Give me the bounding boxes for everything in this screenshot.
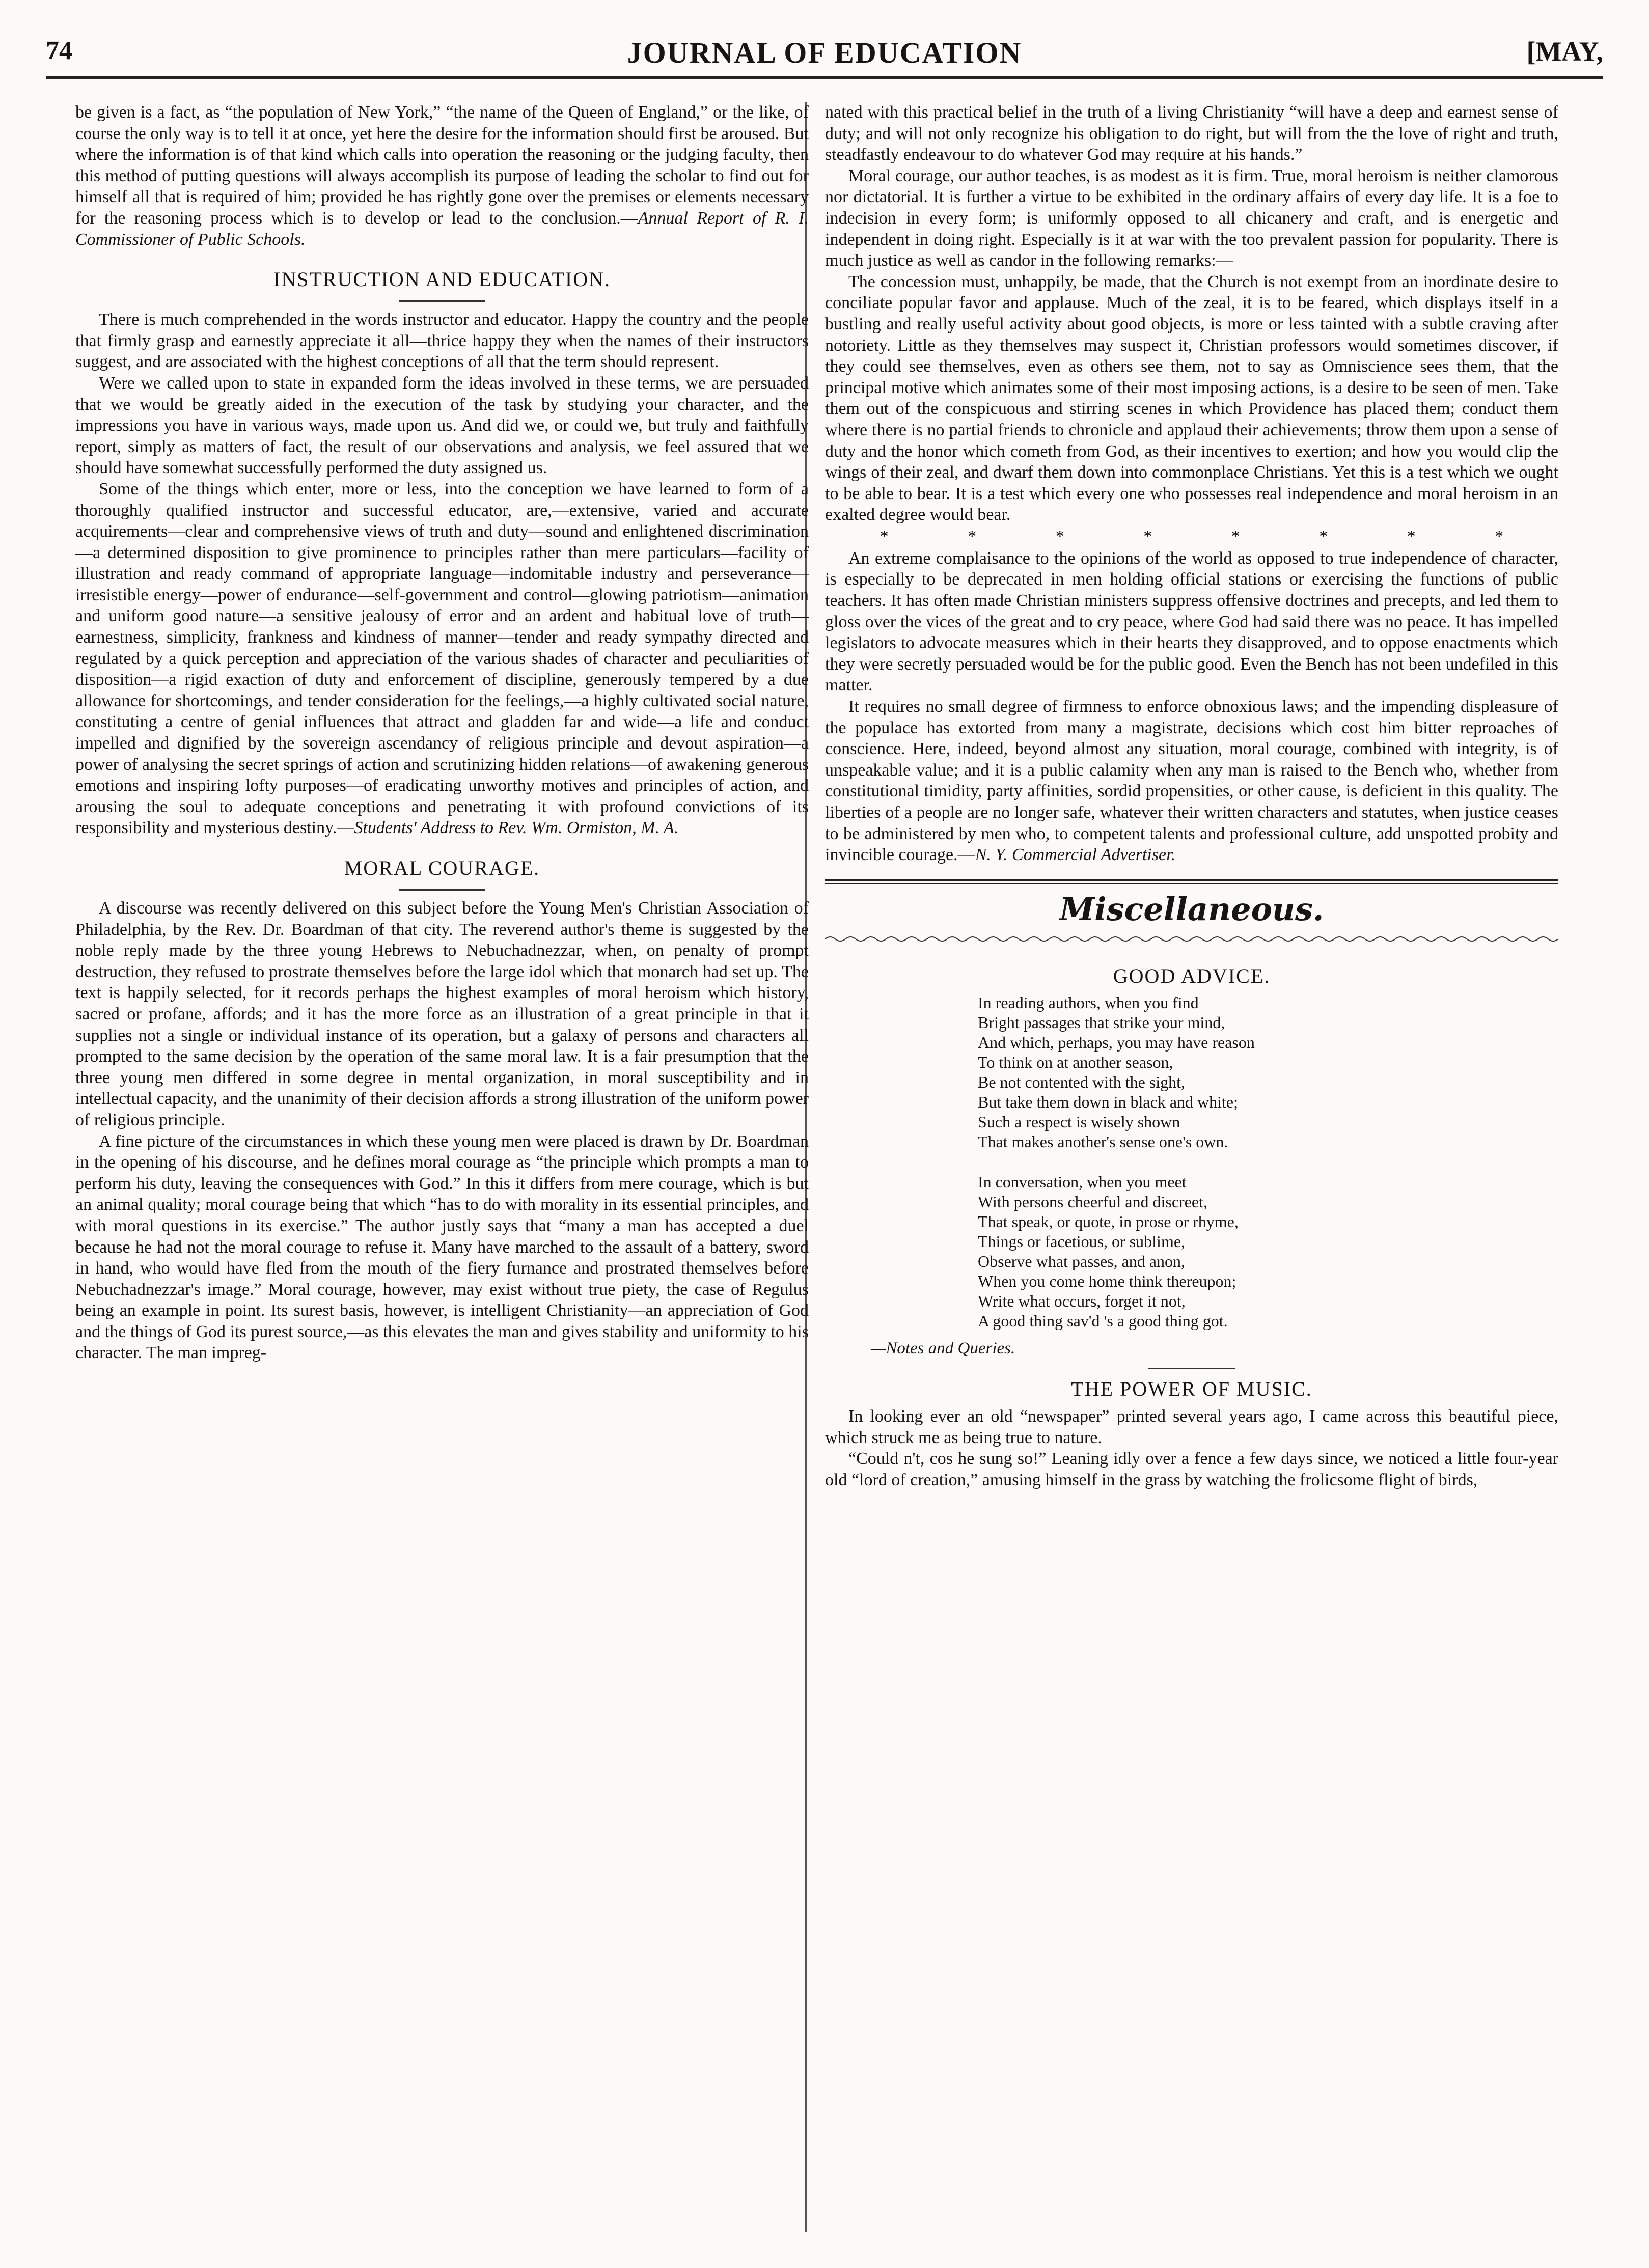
quoted-paragraph: An extreme complaisance to the opinions of the world as opposed to true independence of character, is especially to be deprecated in men holding official stations or exercising the functions of public teachers. It has often made Christian ministers suppress offensive doctrines and precepts, and led them to gloss over the vices of the great and to cry peace, where God had said there was no peace. It has impelled legislators to advocate measures which in their hearts they disapproved, and to oppose enactments which they were secretly persuaded would be for the public good. Even the Bench has not been undefiled in this matter.: [825, 548, 1558, 695]
section-rule: [399, 300, 485, 302]
article-paragraph: nated with this practical belief in the truth of a living Christianity “will have a deep and earnest sense of duty; and will not only recognize his obligation to do right, but will from the the love of right and truth, steadfastly endeavour to do whatever God may require at his hands.”: [825, 103, 1558, 164]
poem-line: With persons cheerful and discreet,: [978, 1193, 1207, 1211]
poem-line: Be not contented with the sight,: [978, 1073, 1186, 1092]
poem-line: Bright passages that strike your mind,: [978, 1013, 1225, 1032]
section-title-instruction: INSTRUCTION AND EDUCATION.: [273, 268, 611, 291]
poem-line: Things or facetious, or sublime,: [978, 1232, 1186, 1251]
section-double-rule: [825, 879, 1558, 884]
wavy-rule: [825, 935, 1558, 943]
poem-line: And which, perhaps, you may have reason: [978, 1033, 1255, 1052]
poem-line: That speak, or quote, in prose or rhyme,: [978, 1212, 1239, 1231]
poem-credit: —Notes and Queries.: [871, 1339, 1015, 1358]
article-paragraph: Moral courage, our author teaches, is as modest as it is firm. True, moral heroism is neither clamorous nor dictatorial. It is further a virtue to be exhibited in the ordinary affairs of every day life. It is a foe to indecision in every form; is uniformly opposed to all chicanery and craft, and is energetic and independent in doing right. Especially is it at war with the too prevalent passion for popularity. There is much justice as well as candor in the following remarks:—: [825, 166, 1558, 270]
page-number: 74: [46, 36, 72, 65]
poem-line: Observe what passes, and anon,: [978, 1252, 1185, 1271]
poem: [978, 993, 1558, 1331]
article-paragraph: There is much comprehended in the words instructor and educator. Happy the country and the people that firmly grasp and earnestly appreciate it all—thrice happy they when the names of their instructors suggest, and are associated with the highest conceptions of all that the term should represent.: [75, 310, 809, 372]
poem-line: When you come home think thereupon;: [978, 1272, 1236, 1291]
poem-line: But take them down in black and white;: [978, 1093, 1238, 1112]
article-paragraph: In looking ever an old “newspaper” printed several years ago, I came across this beautiful piece, which struck me as being true to nature.: [825, 1406, 1558, 1447]
miscellaneous-heading: Miscellaneous.: [1059, 890, 1324, 928]
poem-line: Write what occurs, forget it not,: [978, 1292, 1186, 1311]
moral-courage-credit: N. Y. Commercial Advertiser.: [975, 845, 1176, 865]
article-paragraph: Some of the things which enter, more or less, into the conception we have learned to form of a thoroughly qualified instructor and successful educator, are,—extensive, varied and accurate acquirements—clear and comprehensive views of truth and duty—sound and enlightened discrimination—a determined disposition to give prominence to principles rather than mere particulars—facility of illustration and ready command of appropriate language—indomitable industry and perseverance—irresistible energy—power of endurance—self-government and control—glowing patriotism—animation and uniform good nature—a sensitive jealousy of error and an ardent and habitual love of truth—earnestness, simplicity, frankness and kindness of manner—tender and ready sympathy directed and regulated by a quick perception and appreciation of the various shades of character and peculiarities of disposition—a rigid exaction of duty and enforcement of discipline, generously tempered by a due allowance for shortcomings, and tender consideration for the feelings,—a highly cultivated social nature, constituting a centre of genial influences that attract and gladden far and wide—a life and conduct impelled and dignified by the sovereign ascendancy of religious principle and devout aspiration—a power of analysing the secret springs of action and scrutinizing hidden relations—of awakening generous emotions and inspiring lofty purposes—of eradicating unworthy motives and principles of action, and arousing the soul to adequate conceptions and penetrating it with profound convictions of its responsibility and mysterious destiny.—Students' Address to Rev. Wm. Ormiston, M. A.: [75, 479, 809, 838]
article-paragraph: Were we called upon to state in expanded form the ideas involved in these terms, we are persuaded that we would be greatly aided in the execution of the task by studying your character, and the impressions you have in various ways, made upon us. And did we, or could we, but truly and faithfully report, simply as matters of fact, the result of our observations and analysis, we feel assured that we should have somewhat successfully performed the duty assigned us.: [75, 373, 809, 478]
section-title-power-of-music: THE POWER OF MUSIC.: [1071, 1377, 1312, 1400]
page-header: [46, 36, 1603, 76]
quoted-paragraph: The concession must, unhappily, be made, that the Church is not exempt from an inordinate desire to conciliate popular favor and applause. Much of the zeal, it is to be feared, which displays itself in a bustling and really useful activity about good objects, is more or less tainted with a subtle craving after notoriety. Little as they themselves may suspect it, Christian professors would sometimes discover, if they could see themselves, even as others see them, not to say as Omniscience sees them, that the principal motive which animates some of their most imposing actions, is a desire to be seen of men. Take them out of the conspicuous and stirring scenes in which Providence has placed them; conduct them where there is no partial friends to chronicle and applaud their achievements; throw them upon a sense of duty and the honor which cometh from God, as their incentives to exertion; and how you would clip the wings of their zeal, and dwarf them down into commonplace Christians. Yet this is a test which we ought to be able to bear. It is a test which every one who possesses real independence and moral heroism in an exalted degree would bear.: [825, 272, 1558, 524]
left-column: [75, 102, 809, 1364]
right-column: [825, 102, 1558, 1490]
poem-line: Such a respect is wisely shown: [978, 1113, 1180, 1131]
section-rule: [399, 889, 485, 891]
poem-line: A good thing sav'd 's a good thing got.: [978, 1312, 1228, 1331]
poem-line: To think on at another season,: [978, 1053, 1173, 1072]
stanza-gap: [978, 1152, 1558, 1172]
intro-paragraph: be given is a fact, as “the population of New York,” “the name of the Queen of England,” or the like, of course the only way is to tell it at once, yet here the desire for the information should first be aroused. But where the information is of that kind which calls into operation the reasoning or the judging faculty, then this method of putting questions will always accomplish its purpose of leading the scholar to find out for himself all that is required of him; provided he has rightly gone over the premises or elements necessary for the reasoning process which is to develop or lead to the conclusion.—Annual Report of R. I. Commissioner of Public Schools.: [75, 103, 809, 249]
poem-line: That makes another's sense one's own.: [978, 1132, 1228, 1151]
instruction-credit: Students' Address to Rev. Wm. Ormiston, M. A.: [354, 818, 679, 838]
section-title-moral-courage: MORAL COURAGE.: [344, 856, 540, 879]
poem-title: GOOD ADVICE.: [1113, 964, 1271, 988]
article-paragraph: “Could n't, cos he sung so!” Leaning idly over a fence a few days since, we noticed a little four-year old “lord of creation,” amusing himself in the grass by watching the frolicsome flight of birds,: [825, 1449, 1558, 1489]
article-paragraph: A fine picture of the circumstances in which these young men were placed is drawn by Dr. Boardman in the opening of his discourse, and he defines moral courage as “the principle which prompts a man to perform his duty, leaving the consequences with God.” In this it differs from mere courage, which is but an animal quality; moral courage being that which “has to do with morality in its essential principles, and with moral questions in its exercise.” The author justly says that “many a man has accepted a duel because he had not the moral courage to refuse it. Many have marched to the assault of a battery, sword in hand, who would have fled from the mouth of the fiery furnance and prostrated themselves before Nebuchadnezzar's image.” Moral courage, however, may exist without true piety, the case of Regulus being an example in point. Its surest basis, however, is intelligent Christianity—an appreciation of God and the things of God its purest source,—as this elevates the man and gives stability and uniformity to his character. The man impreg-: [75, 1131, 809, 1363]
quoted-paragraph: It requires no small degree of firmness to enforce obnoxious laws; and the impending displeasure of the populace has extorted from many a magistrate, decisions which cost him bitter reproaches of conscience. Here, indeed, beyond almost any situation, moral courage, combined with integrity, is of unspeakable value; and it is a public calamity when any man is raised to the Bench who, whether from constitutional timidity, party affinities, sordid propensities, or other cause, is deficient in this quality. The liberties of a people are no longer safe, whatever their written characters and statutes, when justice ceases to be administered by men who, to competent talents and professional culture, add unspotted probity and invincible courage.—N. Y. Commercial Advertiser.: [825, 697, 1558, 865]
intro-credit: Annual Report of R. I. Commissioner of Public Schools.: [75, 208, 809, 249]
issue-month: [MAY,: [1526, 36, 1603, 67]
article-paragraph: A discourse was recently delivered on this subject before the Young Men's Christian Association of Philadelphia, by the Rev. Dr. Boardman of that city. The reverend author's theme is suggested by the noble reply made by the three young Hebrews to Nebuchadnezzar, when, on penalty of prompt destruction, they refused to prostrate themselves before the large idol which that monarch had set up. The text is happily selected, for it records perhaps the highest examples of moral heroism which history, sacred or profane, affords; and it has the more force as an illustration of a great principle in that it supplies not a single or individual instance of its operation, but a galaxy of persons and characters all prompted to the same decision by the operation of the same moral law. It is a fair presumption that the three young men differed in some degree in mental organization, in moral susceptibility and in intellectual capacity, and the unanimity of their decision affords a strong illustration of the uniform power of religious principle.: [75, 899, 809, 1129]
poem-line: In conversation, when you meet: [978, 1173, 1187, 1192]
section-break-stars: * * * * * * * *: [880, 527, 1504, 546]
section-rule: [1148, 1368, 1235, 1369]
journal-title: JOURNAL OF EDUCATION: [627, 36, 1022, 69]
poem-line: In reading authors, when you find: [978, 993, 1199, 1012]
header-rule: [46, 76, 1603, 79]
